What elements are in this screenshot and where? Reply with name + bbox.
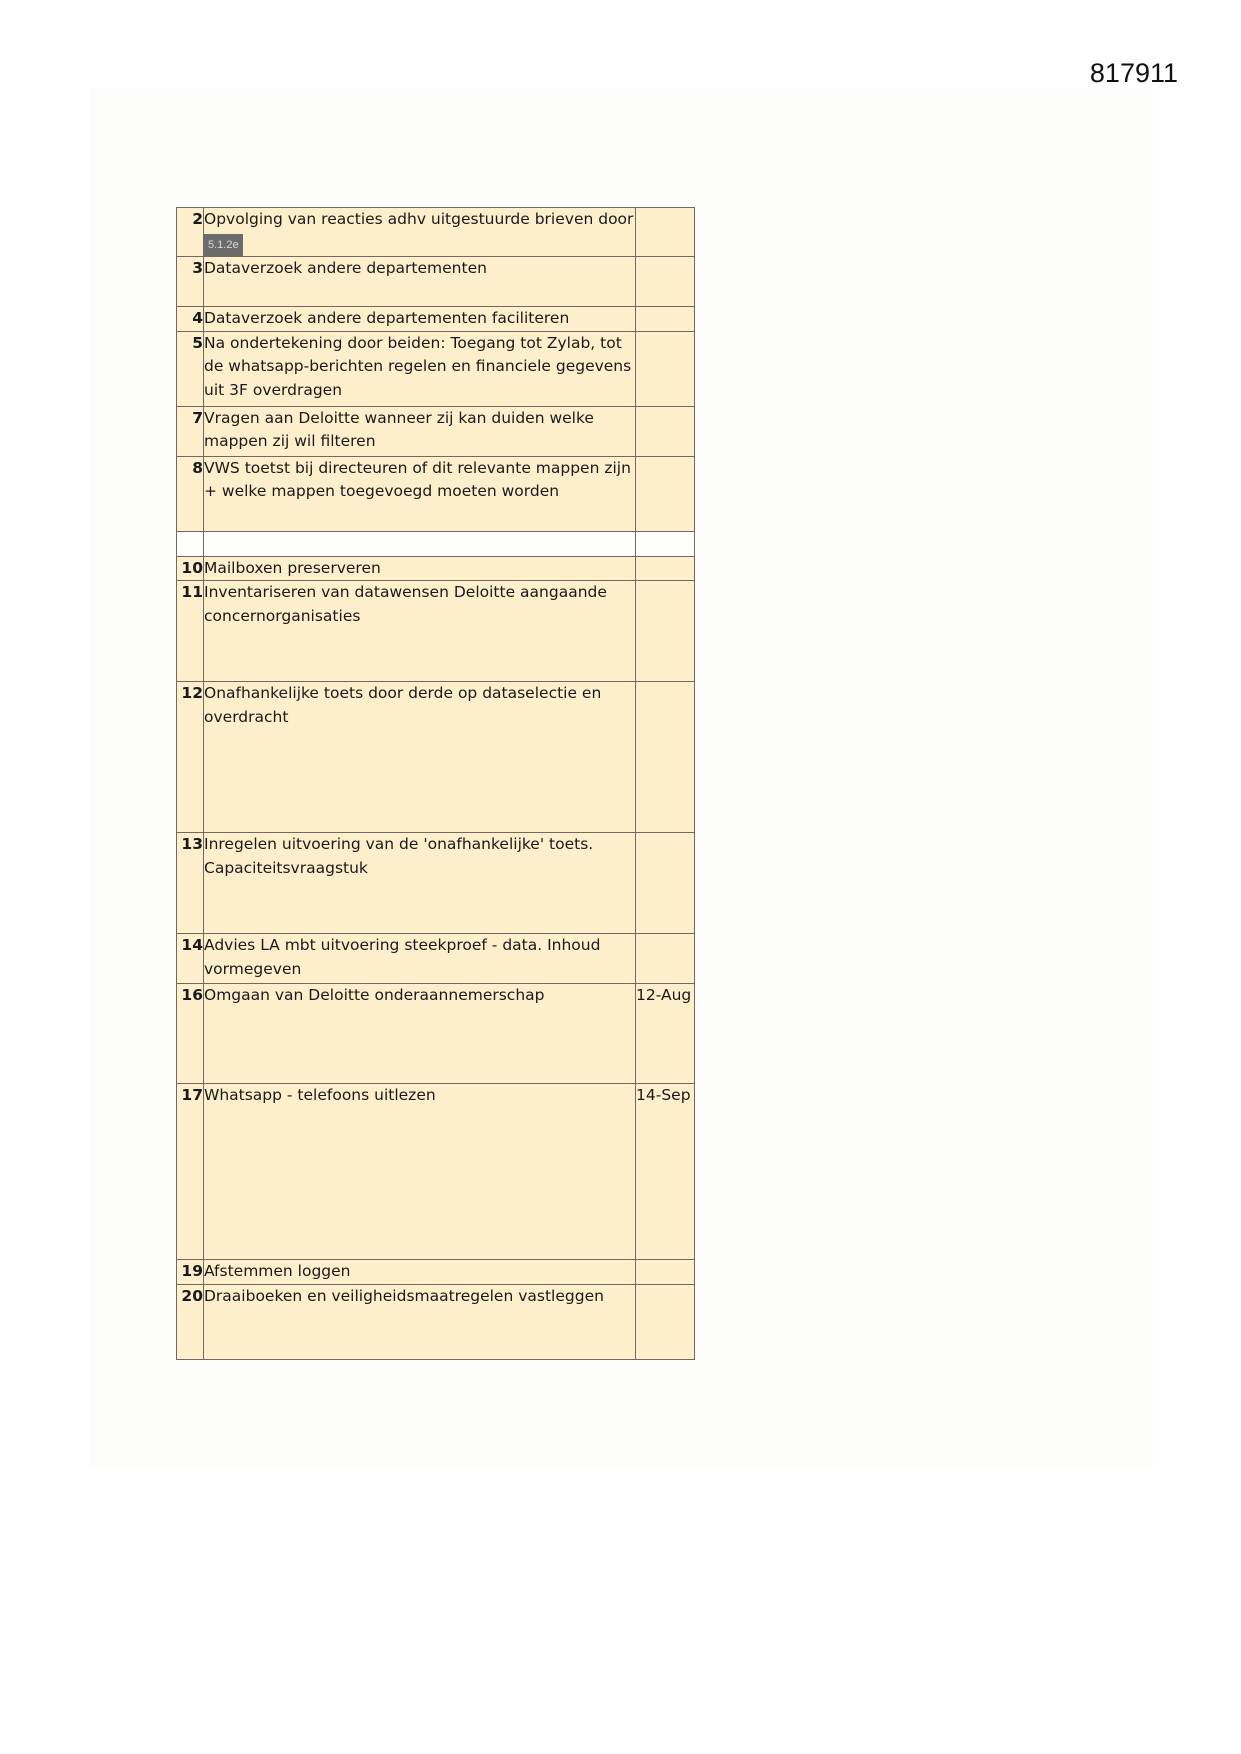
row-date: 14-Sep — [636, 1084, 695, 1260]
row-number: 12 — [177, 682, 204, 833]
row-number-empty — [177, 531, 204, 556]
table-row — [177, 984, 695, 1084]
row-number: 19 — [177, 1260, 204, 1285]
table-row — [177, 257, 695, 307]
table-row-blank — [177, 531, 695, 556]
table-row — [177, 1260, 695, 1285]
row-description: Advies LA mbt uitvoering steekproef - data. Inhoud vormegeven — [204, 934, 636, 984]
row-description-empty — [204, 531, 636, 556]
row-date — [636, 934, 695, 984]
row-number: 4 — [177, 307, 204, 332]
row-number: 10 — [177, 556, 204, 581]
row-date — [636, 406, 695, 456]
table-row — [177, 934, 695, 984]
row-description-text: Opvolging van reacties adhv uitgestuurde brieven door — [204, 210, 634, 228]
table-row — [177, 1084, 695, 1260]
row-description: Onafhankelijke toets door derde op dataselectie en overdracht — [204, 682, 636, 833]
row-description: Inregelen uitvoering van de 'onafhankelijke' toets. Capaciteitsvraagstuk — [204, 833, 636, 934]
row-description: Whatsapp - telefoons uitlezen — [204, 1084, 636, 1260]
row-date — [636, 257, 695, 307]
row-date — [636, 1285, 695, 1360]
row-date — [636, 307, 695, 332]
row-description: Draaiboeken en veiligheidsmaatregelen vastleggen — [204, 1285, 636, 1360]
row-number: 16 — [177, 984, 204, 1084]
row-number: 13 — [177, 833, 204, 934]
row-number: 20 — [177, 1285, 204, 1360]
row-date: 12-Aug — [636, 984, 695, 1084]
row-description: VWS toetst bij directeuren of dit relevante mappen zijn + welke mappen toegevoegd moeten worden — [204, 456, 636, 531]
row-number: 7 — [177, 406, 204, 456]
row-number: 17 — [177, 1084, 204, 1260]
row-description: Omgaan van Deloitte onderaannemerschap — [204, 984, 636, 1084]
table-row — [177, 1285, 695, 1360]
table-row — [177, 833, 695, 934]
table-row — [177, 307, 695, 332]
table-row — [177, 581, 695, 682]
document-number: 817911 — [1089, 58, 1178, 88]
row-date — [636, 581, 695, 682]
redaction-mark: 5.1.2e — [204, 234, 243, 256]
row-date — [636, 682, 695, 833]
table-row — [177, 208, 695, 257]
row-description: Dataverzoek andere departementen faciliteren — [204, 307, 636, 332]
row-number: 5 — [177, 331, 204, 406]
row-number: 14 — [177, 934, 204, 984]
row-description — [204, 208, 636, 257]
row-date — [636, 1260, 695, 1285]
row-number: 11 — [177, 581, 204, 682]
row-description: Mailboxen preserveren — [204, 556, 636, 581]
row-date — [636, 556, 695, 581]
row-date-empty — [636, 531, 695, 556]
row-description: Inventariseren van datawensen Deloitte aangaande concernorganisaties — [204, 581, 636, 682]
table-row — [177, 406, 695, 456]
table-row — [177, 456, 695, 531]
table-row — [177, 331, 695, 406]
row-description: Afstemmen loggen — [204, 1260, 636, 1285]
row-date — [636, 208, 695, 257]
row-description: Dataverzoek andere departementen — [204, 257, 636, 307]
row-description: Na ondertekening door beiden: Toegang tot Zylab, tot de whatsapp-berichten regelen en financiele gegevens uit 3F overdragen — [204, 331, 636, 406]
row-date — [636, 833, 695, 934]
table-row — [177, 682, 695, 833]
row-description: Vragen aan Deloitte wanneer zij kan duiden welke mappen zij wil filteren — [204, 406, 636, 456]
row-number: 8 — [177, 456, 204, 531]
row-number: 2 — [177, 208, 204, 257]
row-number: 3 — [177, 257, 204, 307]
table-row — [177, 556, 695, 581]
task-table — [176, 207, 695, 1360]
row-date — [636, 331, 695, 406]
row-date — [636, 456, 695, 531]
